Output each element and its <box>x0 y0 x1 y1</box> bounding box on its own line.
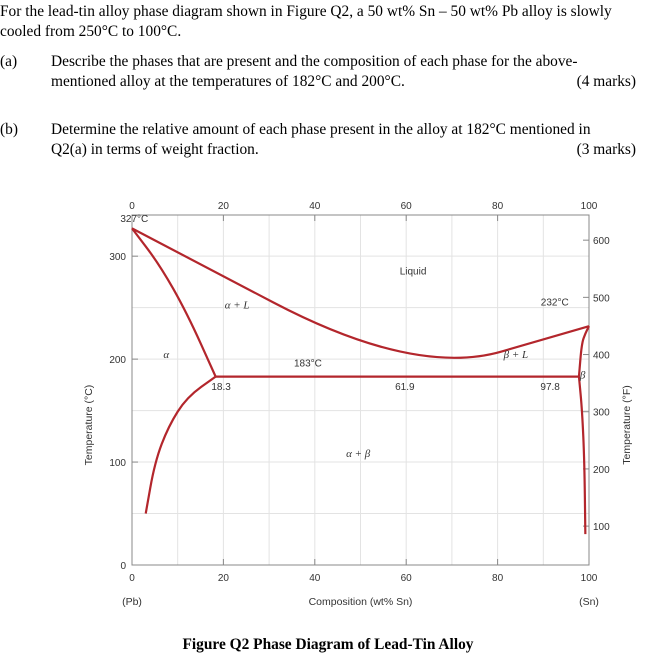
x-tick-label-bottom: 0 <box>129 573 135 584</box>
y-tick-label-left: 200 <box>109 355 126 367</box>
x-tick-label-bottom: 100 <box>580 573 598 584</box>
y-tick-label-left: 300 <box>109 252 126 264</box>
annotation-label: β + L <box>503 349 529 362</box>
phase-boundary-2 <box>146 377 216 514</box>
x-tick-label-bottom: 60 <box>400 573 412 584</box>
x-end-label-left: (Pb) <box>122 596 142 608</box>
annotation-label: 97.8 <box>540 382 560 393</box>
y2-tick-label-right: 600 <box>593 236 610 248</box>
y-tick-label-left: 100 <box>109 458 126 470</box>
x-tick-label-top: 80 <box>492 201 504 212</box>
annotation-label: Liquid <box>399 266 427 278</box>
x-tick-label-bottom: 40 <box>309 573 321 584</box>
y2-tick-label-right: 500 <box>593 293 610 305</box>
part-a-label: (a) <box>0 53 18 70</box>
annotation-label: 327°C <box>120 214 149 226</box>
part-b-marks: (3 marks) <box>576 141 636 158</box>
part-a-line1: Describe the phases that are present and the composition of each phase for the above- <box>51 53 578 70</box>
x-tick-label-top: 100 <box>580 201 598 212</box>
x-tick-label-bottom: 80 <box>492 573 504 584</box>
annotation-label: 61.9 <box>395 382 415 393</box>
y-axis-title: Temperature (°C) <box>83 384 95 466</box>
annotation-label: α + L <box>224 299 250 312</box>
x-axis-title: Composition (wt% Sn) <box>308 596 413 608</box>
x-tick-label-top: 60 <box>400 201 412 212</box>
part-a-line2: mentioned alloy at the temperatures of 182°C and 200°C. <box>51 73 405 90</box>
y2-axis-title: Temperature (°F) <box>621 385 633 465</box>
part-b-label: (b) <box>0 121 18 138</box>
x-tick-label-bottom: 20 <box>217 573 229 584</box>
annotation-label: 183°C <box>293 358 322 370</box>
y2-tick-label-right: 100 <box>593 522 610 534</box>
annotation-label: α + β <box>346 447 371 460</box>
y2-tick-label-right: 300 <box>593 407 610 419</box>
phase-boundary-5 <box>579 377 585 535</box>
x-tick-label-top: 40 <box>309 201 321 212</box>
annotation-label: 232°C <box>540 297 569 309</box>
x-tick-label-top: 20 <box>217 201 229 212</box>
figure-caption: Figure Q2 Phase Diagram of Lead-Tin Alloy <box>182 636 474 653</box>
x-end-label-right: (Sn) <box>579 596 599 608</box>
part-b-line1: Determine the relative amount of each phase present in the alloy at 182°C mentioned in <box>51 121 591 138</box>
x-tick-label-top: 0 <box>129 201 135 212</box>
part-b-line2: Q2(a) in terms of weight fraction. <box>51 141 259 158</box>
y2-tick-label-right: 200 <box>593 464 610 476</box>
annotation-label: β <box>579 369 586 382</box>
y2-tick-label-right: 400 <box>593 350 610 362</box>
y-tick-label-left: 0 <box>120 561 126 572</box>
annotation-label: α <box>163 349 170 362</box>
question-intro: For the lead-tin alloy phase diagram shown in Figure Q2, a 50 wt% Sn – 50 wt% Pb alloy is slowly cooled from 250°C to 100°C. <box>0 3 612 40</box>
annotation-label: 18.3 <box>211 382 231 393</box>
part-a-marks: (4 marks) <box>576 73 636 90</box>
